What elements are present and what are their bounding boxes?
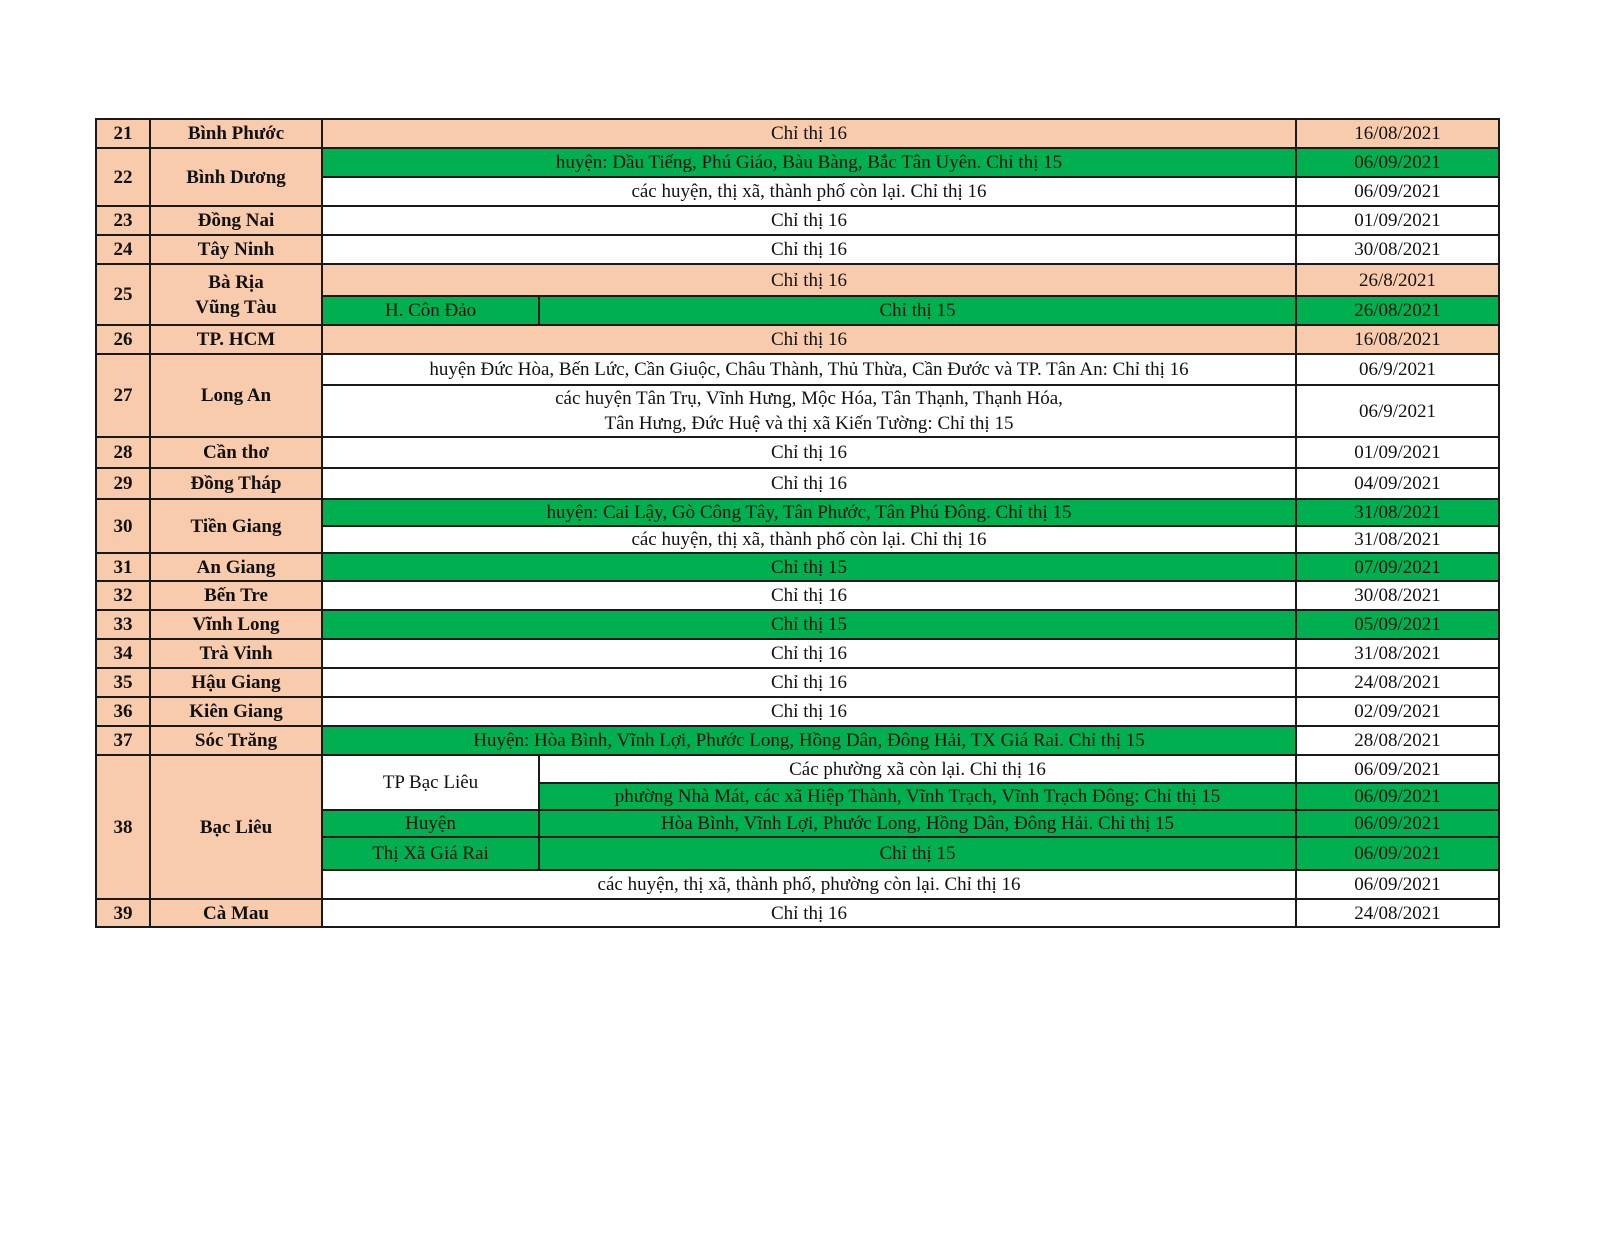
row-number: 36 (96, 697, 150, 726)
directive-text: huyện: Dầu Tiếng, Phú Giáo, Bàu Bàng, Bắc Tân Uyên. Chỉ thị 15 (322, 148, 1296, 177)
province-name: Sóc Trăng (150, 726, 322, 755)
effective-date: 06/09/2021 (1296, 810, 1499, 837)
effective-date: 01/09/2021 (1296, 437, 1499, 468)
directive-text: Các phường xã còn lại. Chỉ thị 16 (539, 755, 1296, 783)
directive-text (322, 385, 1296, 437)
area-name: Thị Xã Giá Rai (322, 837, 539, 870)
province-name: Đồng Tháp (150, 468, 322, 499)
province-name: Bạc Liêu (150, 755, 322, 899)
row-number: 31 (96, 553, 150, 581)
directive-text: Chỉ thị 16 (322, 581, 1296, 610)
directive-text: Hòa Bình, Vĩnh Lợi, Phước Long, Hồng Dân, Đông Hải. Chỉ thị 15 (539, 810, 1296, 837)
effective-date: 05/09/2021 (1296, 610, 1499, 639)
directive-text: Chỉ thị 16 (322, 668, 1296, 697)
directive-text: các huyện, thị xã, thành phố, phường còn lại. Chỉ thị 16 (322, 870, 1296, 899)
province-name: Tiền Giang (150, 499, 322, 553)
directive-text: Chỉ thị 16 (322, 899, 1296, 927)
effective-date: 16/08/2021 (1296, 325, 1499, 354)
effective-date: 06/9/2021 (1296, 385, 1499, 437)
effective-date: 16/08/2021 (1296, 119, 1499, 148)
table-row (96, 437, 1499, 468)
row-number: 39 (96, 899, 150, 927)
table-row (96, 235, 1499, 264)
province-name: Cần thơ (150, 437, 322, 468)
province-name: Vĩnh Long (150, 610, 322, 639)
row-number: 32 (96, 581, 150, 610)
directive-text: Huyện: Hòa Bình, Vĩnh Lợi, Phước Long, Hồng Dân, Đông Hải, TX Giá Rai. Chỉ thị 15 (322, 726, 1296, 755)
province-name: Trà Vinh (150, 639, 322, 668)
effective-date: 24/08/2021 (1296, 668, 1499, 697)
effective-date: 26/08/2021 (1296, 296, 1499, 325)
effective-date: 06/9/2021 (1296, 354, 1499, 385)
effective-date: 31/08/2021 (1296, 526, 1499, 553)
area-name: H. Côn Đảo (322, 296, 539, 325)
effective-date: 31/08/2021 (1296, 639, 1499, 668)
table-row (96, 325, 1499, 354)
row-number: 38 (96, 755, 150, 899)
province-name: Hậu Giang (150, 668, 322, 697)
province-name: Tây Ninh (150, 235, 322, 264)
directive-text: Chỉ thị 16 (322, 206, 1296, 235)
directive-text: Chỉ thị 16 (322, 325, 1296, 354)
directive-text: Chỉ thị 15 (539, 837, 1296, 870)
table-row (96, 581, 1499, 610)
province-line-1: Bà Rịa (208, 271, 264, 293)
row-number: 34 (96, 639, 150, 668)
directive-text: huyện Đức Hòa, Bến Lức, Cần Giuộc, Châu Thành, Thủ Thừa, Cần Đước và TP. Tân An: Chỉ thị 16 (322, 354, 1296, 385)
table-row (96, 354, 1499, 385)
directive-text: huyện: Cai Lậy, Gò Công Tây, Tân Phước, Tân Phú Đông. Chỉ thị 15 (322, 499, 1296, 526)
table-row (96, 610, 1499, 639)
province-name: Bình Dương (150, 148, 322, 206)
effective-date: 06/09/2021 (1296, 870, 1499, 899)
table-row (96, 499, 1499, 526)
table-row (96, 755, 1499, 783)
effective-date: 04/09/2021 (1296, 468, 1499, 499)
row-number: 29 (96, 468, 150, 499)
effective-date: 06/09/2021 (1296, 783, 1499, 810)
table-row (96, 264, 1499, 296)
row-number: 28 (96, 437, 150, 468)
effective-date: 26/8/2021 (1296, 264, 1499, 296)
province-name (150, 264, 322, 325)
effective-date: 28/08/2021 (1296, 726, 1499, 755)
province-name: Cà Mau (150, 899, 322, 927)
directive-text: Chỉ thị 15 (322, 553, 1296, 581)
effective-date: 07/09/2021 (1296, 553, 1499, 581)
province-name: Bến Tre (150, 581, 322, 610)
row-number: 30 (96, 499, 150, 553)
row-number: 22 (96, 148, 150, 206)
row-number: 23 (96, 206, 150, 235)
directive-text: Chỉ thị 16 (322, 119, 1296, 148)
row-number: 21 (96, 119, 150, 148)
effective-date: 02/09/2021 (1296, 697, 1499, 726)
table-row (96, 553, 1499, 581)
directive-line-2: Tân Hưng, Đức Huệ và thị xã Kiến Tường: Chỉ thị 15 (604, 413, 1014, 434)
row-number: 25 (96, 264, 150, 325)
row-number: 24 (96, 235, 150, 264)
directive-text: Chỉ thị 16 (322, 468, 1296, 499)
directive-text: Chỉ thị 16 (322, 235, 1296, 264)
province-name: Đồng Nai (150, 206, 322, 235)
area-name: TP Bạc Liêu (322, 755, 539, 810)
directive-text: Chỉ thị 16 (322, 697, 1296, 726)
directive-text: Chỉ thị 16 (322, 639, 1296, 668)
table-row (96, 639, 1499, 668)
row-number: 27 (96, 354, 150, 437)
province-line-2: Vũng Tàu (195, 296, 277, 318)
province-name: An Giang (150, 553, 322, 581)
effective-date: 06/09/2021 (1296, 177, 1499, 206)
directive-text: các huyện, thị xã, thành phố còn lại. Chỉ thị 16 (322, 526, 1296, 553)
directive-text: Chỉ thị 15 (539, 296, 1296, 325)
directive-text: các huyện, thị xã, thành phố còn lại. Chỉ thị 16 (322, 177, 1296, 206)
table-row (96, 468, 1499, 499)
directive-text: Chỉ thị 15 (322, 610, 1296, 639)
table-row (96, 148, 1499, 177)
row-number: 26 (96, 325, 150, 354)
area-name: Huyện (322, 810, 539, 837)
effective-date: 30/08/2021 (1296, 235, 1499, 264)
table-row (96, 119, 1499, 148)
directive-text: Chỉ thị 16 (322, 264, 1296, 296)
province-name: Bình Phước (150, 119, 322, 148)
effective-date: 31/08/2021 (1296, 499, 1499, 526)
table-row (96, 668, 1499, 697)
table-row (96, 206, 1499, 235)
effective-date: 01/09/2021 (1296, 206, 1499, 235)
effective-date: 30/08/2021 (1296, 581, 1499, 610)
row-number: 37 (96, 726, 150, 755)
province-name: TP. HCM (150, 325, 322, 354)
row-number: 33 (96, 610, 150, 639)
effective-date: 24/08/2021 (1296, 899, 1499, 927)
directive-line-1: các huyện Tân Trụ, Vĩnh Hưng, Mộc Hóa, Tân Thạnh, Thạnh Hóa, (555, 388, 1063, 409)
table-row (96, 899, 1499, 927)
effective-date: 06/09/2021 (1296, 837, 1499, 870)
directive-text: Chỉ thị 16 (322, 437, 1296, 468)
table-row (96, 697, 1499, 726)
row-number: 35 (96, 668, 150, 697)
table-row (96, 726, 1499, 755)
effective-date: 06/09/2021 (1296, 755, 1499, 783)
province-name: Kiên Giang (150, 697, 322, 726)
effective-date: 06/09/2021 (1296, 148, 1499, 177)
directive-table (95, 118, 1500, 928)
province-name: Long An (150, 354, 322, 437)
directive-text: phường Nhà Mát, các xã Hiệp Thành, Vĩnh Trạch, Vĩnh Trạch Đông: Chỉ thị 15 (539, 783, 1296, 810)
